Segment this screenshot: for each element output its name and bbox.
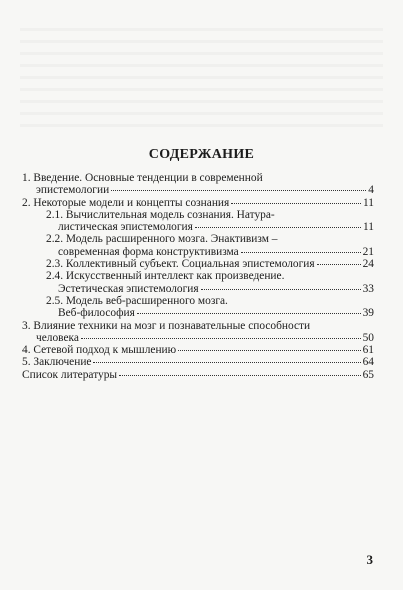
toc-entry xyxy=(22,320,374,345)
table-of-contents xyxy=(22,172,374,381)
toc-page-number: 65 xyxy=(362,368,374,381)
toc-entry xyxy=(22,258,374,270)
toc-entry xyxy=(22,270,374,295)
toc-entry-line: 5. Заключение xyxy=(22,356,92,369)
toc-entry-line: Эстетическая эпистемология xyxy=(58,282,199,295)
dot-leader xyxy=(317,264,361,265)
toc-entry-line: 2.4. Искусственный интеллект как произведение. xyxy=(46,270,285,283)
toc-entry xyxy=(22,172,374,197)
toc-entry xyxy=(22,295,374,320)
toc-page-number: 64 xyxy=(362,356,374,369)
toc-entry-line: 2.1. Вычислительная модель сознания. Натура- xyxy=(46,208,275,221)
toc-entry xyxy=(22,369,374,381)
toc-entry-line: Веб-философия xyxy=(58,307,135,320)
toc-entry xyxy=(22,197,374,209)
dot-leader xyxy=(201,289,361,290)
dot-leader xyxy=(241,252,361,253)
toc-page-number: 21 xyxy=(362,245,374,258)
toc-entry-line: 3. Влияние техники на мозг и познавательные способности xyxy=(22,319,311,332)
toc-entry-line: 2.5. Модель веб-расширенного мозга. xyxy=(46,294,228,307)
dot-leader xyxy=(93,362,360,363)
dot-leader xyxy=(119,375,361,376)
toc-entry-line: 4. Сетевой подход к мышлению xyxy=(22,344,177,357)
dot-leader xyxy=(195,227,361,228)
toc-page-number: 24 xyxy=(362,258,374,271)
toc-page-number: 61 xyxy=(362,344,374,357)
toc-entry-line: 2.2. Модель расширенного мозга. Энактивизм – xyxy=(46,233,278,246)
toc-entry-line: современная форма конструктивизма xyxy=(58,245,239,258)
bleed-through-text xyxy=(20,28,383,128)
toc-page-number: 50 xyxy=(362,331,374,344)
dot-leader xyxy=(81,338,361,339)
toc-entry-line: листическая эпистемология xyxy=(58,221,193,234)
toc-entry xyxy=(22,233,374,258)
toc-entry-line: эпистемологии xyxy=(36,184,110,197)
toc-entry xyxy=(22,209,374,234)
toc-entry-line: 2.3. Коллективный субъект. Социальная эпистемология xyxy=(46,258,315,271)
toc-page-number: 33 xyxy=(362,282,374,295)
dot-leader xyxy=(111,190,366,191)
dot-leader xyxy=(231,203,361,204)
toc-entry xyxy=(22,356,374,368)
toc-entry-line: Список литературы xyxy=(22,368,118,381)
dot-leader xyxy=(178,350,360,351)
toc-page-number: 11 xyxy=(363,221,374,234)
toc-page-number: 39 xyxy=(362,307,374,320)
toc-entry-line: человека xyxy=(36,331,79,344)
page-number: 3 xyxy=(366,552,373,567)
page-title: СОДЕРЖАНИЕ xyxy=(148,147,255,162)
toc-page-number: 11 xyxy=(363,196,374,209)
toc-page-number: 4 xyxy=(368,184,374,197)
dot-leader xyxy=(137,313,361,314)
toc-entry-line: 2. Некоторые модели и концепты сознания xyxy=(22,196,230,209)
toc-entry xyxy=(22,344,374,356)
toc-entry-line: 1. Введение. Основные тенденции в современной xyxy=(22,172,263,184)
